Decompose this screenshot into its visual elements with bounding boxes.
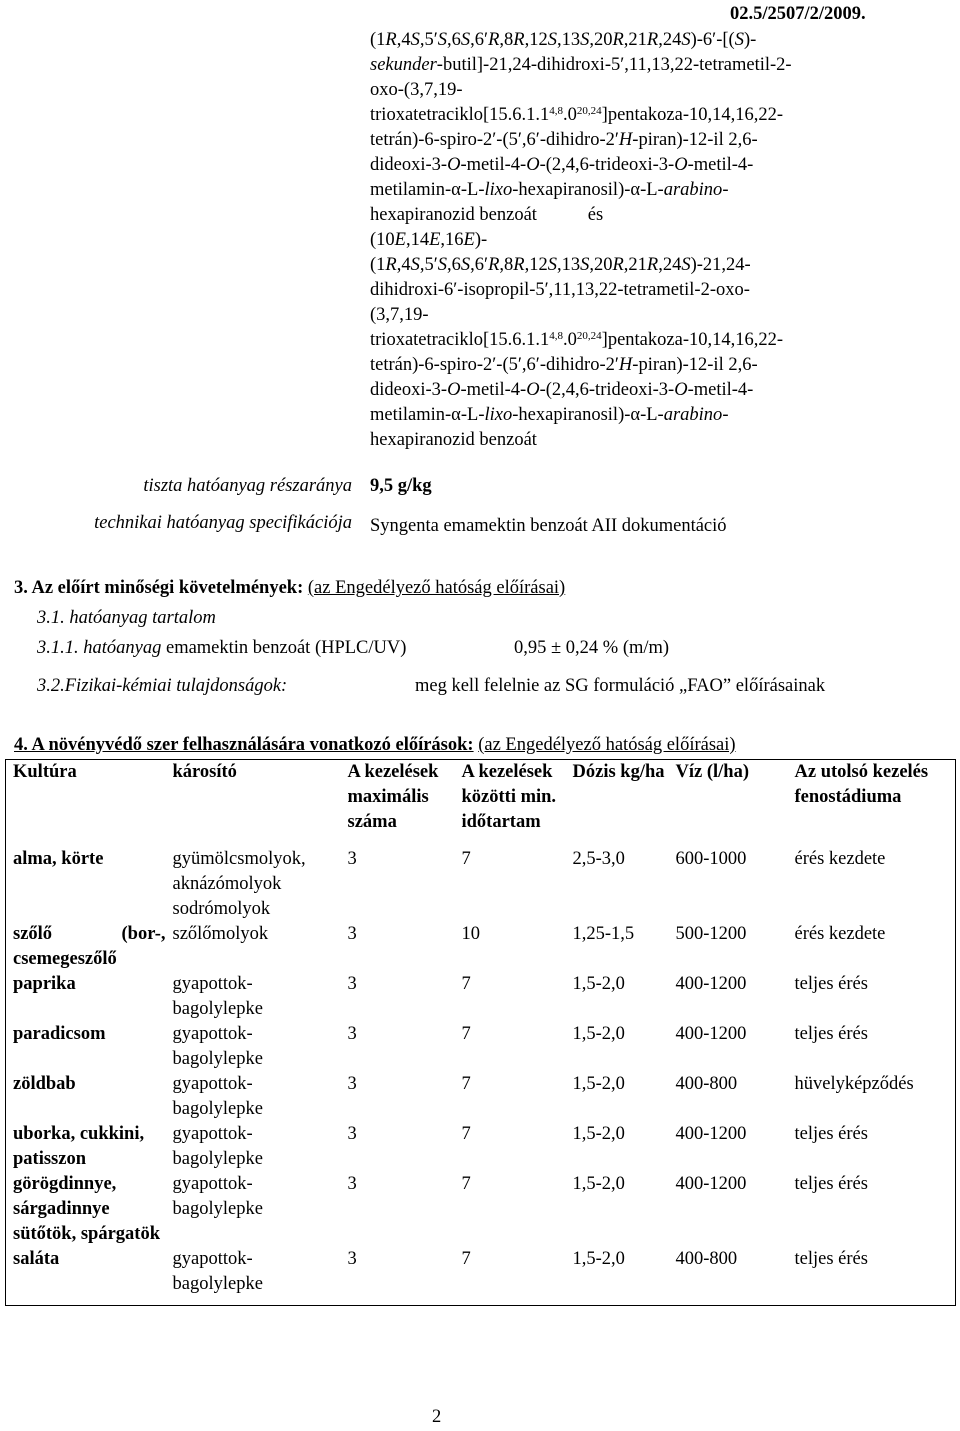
cell-water: 400-1200 [675, 974, 747, 994]
cell-last-stage: teljes érés [794, 1024, 868, 1044]
cell-pest: szőlőmolyok [172, 924, 269, 944]
cell-water: 600-1000 [675, 849, 747, 869]
cell-min-interval: 7 [461, 1124, 471, 1144]
cell-last-stage: érés kezdete [794, 849, 886, 869]
document-number: 02.5/2507/2/2009. [730, 4, 866, 24]
header-culture: Kultúra [13, 762, 77, 782]
cell-min-interval: 7 [461, 1024, 471, 1044]
page-number: 2 [432, 1407, 442, 1427]
usage-table [5, 759, 956, 1306]
section-3-1: 3.1. hatóanyag tartalom [37, 608, 216, 628]
chemical-name-1-line: trioxatetraciklo[15.6.1.1$^{4,8}$.0$^{20,24}$]pentakoza-10,14,16,22- [370, 105, 784, 125]
cell-culture: uborka, cukkini, patisszon [13, 1124, 145, 1169]
table-row [6, 835, 956, 922]
cell-last-stage: teljes érés [794, 1124, 868, 1144]
chemical-name-2-line: (10E,14E,16E)- [370, 230, 488, 250]
cell-max-treatments: 3 [347, 1174, 357, 1194]
cell-culture: paradicsom [13, 1024, 106, 1044]
cell-culture: alma, körte [13, 849, 104, 869]
chemical-name-1-line: tetrán)-6-spiro-2′-(5′,6′-dihidro-2′H-piran)-12-il 2,6- [370, 130, 758, 150]
chemical-name-2-line: tetrán)-6-spiro-2′-(5′,6′-dihidro-2′H-piran)-12-il 2,6- [370, 355, 758, 375]
table-header-row [6, 760, 956, 836]
table-row [6, 972, 956, 1022]
section-3-1-1-substance: emamektin benzoát (HPLC/UV) [161, 638, 407, 658]
table-row [6, 1072, 956, 1122]
cell-dose: 1,5-2,0 [572, 1174, 625, 1194]
cell-dose: 1,5-2,0 [572, 1124, 625, 1144]
cell-max-treatments: 3 [347, 974, 357, 994]
chemical-name-1-line: dideoxi-3-O-metil-4-O-(2,4,6-trideoxi-3-O-metil-4- [370, 155, 754, 175]
cell-water: 400-1200 [675, 1174, 747, 1194]
section-4-title [14, 733, 736, 758]
section-3-1-1 [37, 636, 406, 661]
cell-max-treatments: 3 [347, 924, 357, 944]
cell-culture: saláta [13, 1249, 60, 1269]
cell-dose: 1,5-2,0 [572, 974, 625, 994]
chemical-name-block [370, 28, 870, 453]
cell-max-treatments: 3 [347, 1124, 357, 1144]
cell-pest: gyapottok-bagolylepke [172, 1074, 263, 1119]
chemical-name-2-line: dideoxi-3-O-metil-4-O-(2,4,6-trideoxi-3-O-metil-4- [370, 380, 754, 400]
cell-max-treatments: 3 [347, 1249, 357, 1269]
header-max-treatments: A kezelések maximális száma [347, 762, 439, 832]
cell-water: 400-1200 [675, 1024, 747, 1044]
cell-max-treatments: 3 [347, 849, 357, 869]
cell-pest: gyapottok-bagolylepke [172, 1249, 263, 1294]
cell-pest: gyapottok-bagolylepke [172, 1024, 263, 1069]
chemical-name-1-line: sekunder-butil]-21,24-dihidroxi-5′,11,13,22-tetrametil-2- [370, 55, 792, 75]
cell-min-interval: 7 [461, 849, 471, 869]
cell-culture: szőlő (bor-, csemegeszőlő [13, 924, 166, 969]
section-3-title-text: 3. Az előírt minőségi követelmények: [14, 578, 304, 598]
cell-dose: 1,5-2,0 [572, 1074, 625, 1094]
chemical-name-1-line: hexapiranozid benzoát és [370, 205, 604, 225]
cell-min-interval: 7 [461, 974, 471, 994]
purity-label: tiszta hatóanyag részaránya [143, 476, 352, 496]
section-3-1-1-label: 3.1.1. hatóanyag [37, 638, 162, 658]
section-3-title [14, 576, 565, 601]
cell-pest: gyümölcsmolyok, aknázómolyok sodrómolyok [172, 849, 306, 919]
table-row [6, 922, 956, 972]
section-4-title-text: 4. A növényvédő szer felhasználására vonatkozó előírások: [14, 735, 474, 755]
table-row [6, 1022, 956, 1072]
cell-min-interval: 7 [461, 1074, 471, 1094]
section-4-authority-note: (az Engedélyező hatóság előírásai) [478, 735, 736, 755]
chemical-name-2-line: (1R,4S,5′S,6S,6′R,8R,12S,13S,20R,21R,24S)-21,24- [370, 255, 751, 275]
header-dose: Dózis kg/ha [572, 762, 665, 782]
chemical-name-2-line: metilamin-α-L-lixo-hexapiranosil)-α-L-arabino- [370, 405, 729, 425]
cell-water: 400-800 [675, 1074, 738, 1094]
spec-label: technikai hatóanyag specifikációja [94, 513, 352, 533]
chemical-name-1-line: oxo-(3,7,19- [370, 80, 463, 100]
section-3-authority-note: (az Engedélyező hatóság előírásai) [307, 578, 566, 598]
cell-pest: gyapottok-bagolylepke [172, 1174, 263, 1219]
cell-culture: zöldbab [13, 1074, 76, 1094]
cell-water: 400-1200 [675, 1124, 747, 1144]
section-3-2: 3.2.Fizikai-kémiai tulajdonságok: [37, 676, 288, 696]
cell-dose: 1,5-2,0 [572, 1024, 625, 1044]
cell-min-interval: 7 [461, 1174, 471, 1194]
cell-water: 400-800 [675, 1249, 738, 1269]
chemical-name-2-line: dihidroxi-6′-isopropil-5′,11,13,22-tetrametil-2-oxo- [370, 280, 750, 300]
cell-last-stage: hüvelyképződés [794, 1074, 914, 1094]
table-row [6, 1247, 956, 1306]
cell-max-treatments: 3 [347, 1074, 357, 1094]
cell-last-stage: teljes érés [794, 974, 868, 994]
chemical-name-2-line: (3,7,19- [370, 305, 429, 325]
table-row [6, 1122, 956, 1172]
cell-culture: görögdinnye, sárgadinnye sütőtök, spárgatök [13, 1174, 160, 1244]
chemical-name-1-line: (1R,4S,5′S,6S,6′R,8R,12S,13S,20R,21R,24S)-6′-[(S)- [370, 30, 757, 50]
cell-pest: gyapottok-bagolylepke [172, 1124, 263, 1169]
header-last-stage: Az utolsó kezelés fenostádiuma [794, 762, 929, 807]
cell-water: 500-1200 [675, 924, 747, 944]
chemical-name-1-line: metilamin-α-L-lixo-hexapiranosil)-α-L-arabino- [370, 180, 729, 200]
chemical-name-1 [370, 28, 870, 228]
chemical-name-2-line: hexapiranozid benzoát [370, 430, 537, 450]
spec-value: Syngenta emamektin benzoát AII dokumentáció [370, 516, 727, 536]
cell-min-interval: 7 [461, 1249, 471, 1269]
table-row [6, 1172, 956, 1247]
cell-last-stage: érés kezdete [794, 924, 886, 944]
header-pest: károsító [172, 762, 237, 782]
purity-value: 9,5 g/kg [370, 476, 432, 496]
cell-dose: 1,5-2,0 [572, 1249, 625, 1269]
chemical-name-2 [370, 228, 870, 453]
cell-culture: paprika [13, 974, 76, 994]
header-water: Víz (l/ha) [675, 762, 749, 782]
cell-dose: 1,25-1,5 [572, 924, 635, 944]
cell-max-treatments: 3 [347, 1024, 357, 1044]
chemical-name-2-line: trioxatetraciklo[15.6.1.1$^{4,8}$.0$^{20,24}$]pentakoza-10,14,16,22- [370, 330, 784, 350]
cell-dose: 2,5-3,0 [572, 849, 625, 869]
cell-last-stage: teljes érés [794, 1174, 868, 1194]
cell-last-stage: teljes érés [794, 1249, 868, 1269]
cell-pest: gyapottok-bagolylepke [172, 974, 263, 1019]
section-3-2-value: meg kell felelnie az SG formuláció „FAO” előírásainak [415, 676, 826, 696]
header-min-interval: A kezelések közötti min. időtartam [461, 762, 557, 832]
section-3-1-1-value: 0,95 ± 0,24 % (m/m) [514, 638, 670, 658]
cell-min-interval: 10 [461, 924, 480, 944]
